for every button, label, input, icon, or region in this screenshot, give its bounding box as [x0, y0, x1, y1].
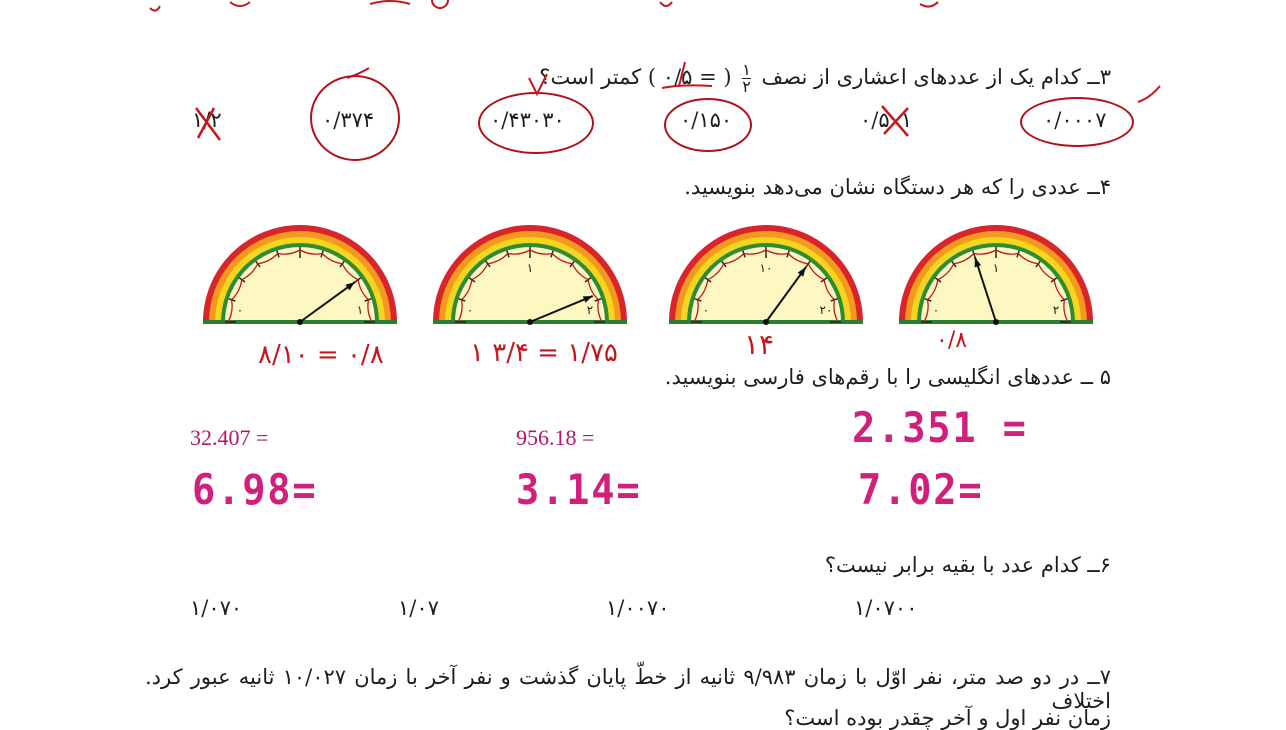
gauge-4-answer: ۰/۸: [936, 328, 968, 353]
cross-mark: [190, 104, 230, 144]
gauge-label-max: ۱: [356, 303, 364, 317]
gauge-3-answer: ۱۴: [744, 328, 775, 361]
half-fraction: ۱ ۲: [742, 60, 751, 96]
gauge-pivot: [297, 319, 303, 325]
q6-option-3: ۱/۰۰۷۰: [606, 596, 670, 620]
q3-option-3: ۰/۱۵۰: [680, 108, 733, 132]
digital-number-3: 3.14=: [516, 465, 642, 514]
cross-mark: [878, 102, 918, 142]
strike-q3-paren: [660, 60, 720, 90]
q6-option-4: ۱/۰۷۰۰: [854, 596, 918, 620]
digital-number-4: 7.02=: [858, 465, 984, 514]
question-6-text: ۶ــ کدام عدد با بقیه برابر نیست؟: [824, 553, 1111, 577]
gauge-label-min: ۰: [702, 303, 710, 317]
q3-option-4: ۰/۴۳۰۳۰: [490, 108, 565, 132]
check-tick: [525, 72, 555, 102]
answer-circle: [664, 98, 752, 152]
digital-number-1: 2.351 =: [852, 403, 1028, 452]
gauge-2-drawing: [430, 220, 630, 330]
digital-number-2: 6.98=: [192, 465, 318, 514]
gauge-label-max: ۲۰: [819, 303, 833, 317]
question-5-text: ۵ ــ عددهای انگلیسی را با رقم‌های فارسی بنویسید.: [664, 365, 1111, 389]
gauge-1-answer: ۸/۱۰ = ۰/۸: [258, 340, 384, 370]
answer-circle: [310, 75, 400, 161]
question-3-text: ۳ــ کدام یک از عددهای اعشاری از نصف ۱ ۲ ( = ۰/۵ ) کمتر است؟: [539, 60, 1111, 96]
gauge-label-min: ۰: [466, 303, 474, 317]
gauge-pivot: [527, 319, 533, 325]
check-tick: [345, 66, 375, 86]
gauge-label-mid: ۱۰: [759, 261, 773, 275]
answer-circle: [1020, 97, 1134, 147]
question-7-text-2: زمان نفر اول و آخر چقدر بوده است؟: [784, 706, 1111, 730]
question-4-text: ۴ــ عددی را که هر دستگاه نشان می‌دهد بنویسید.: [684, 175, 1111, 199]
printed-number-2: 956.18 =: [516, 425, 595, 450]
q3-option-2: ۰/۵۰۱: [860, 108, 913, 132]
q3-option-1: ۰/۰۰۰۷: [1043, 108, 1107, 132]
gauge-label-min: ۰: [932, 303, 940, 317]
printed-number-1: 32.407 =: [190, 425, 269, 450]
top-scribbles: [0, 0, 1286, 20]
q3-option-5: ۰/۳۷۴: [322, 108, 375, 132]
q6-option-2: ۱/۰۷: [398, 596, 439, 620]
gauge-label-min: ۰: [236, 303, 244, 317]
gauge-3-drawing: [666, 220, 866, 330]
gauge-pivot: [763, 319, 769, 325]
gauge-1-drawing: [200, 220, 400, 330]
q6-option-1: ۱/۰۷۰: [190, 596, 243, 620]
gauge-label-max: ۲: [586, 303, 594, 317]
gauge-2-answer: ۱ ۳/۴ = ۱/۷۵: [470, 338, 618, 368]
gauge-label-mid: ۱: [992, 261, 1000, 275]
gauge-label-max: ۲: [1052, 303, 1060, 317]
q3-option-6: ۱/۲: [192, 108, 222, 132]
question-7-text: ۷ــ در دو صد متر، نفر اوّل با زمان ۹/۹۸۳ ثانیه از خطّ پایان گذشت و نفر آخر با زمان ۱۰/۰۲۷ ثانیه عبور کرد. اختلاف: [145, 665, 1111, 713]
gauge-pivot: [993, 319, 999, 325]
gauge-label-mid: ۱: [526, 261, 534, 275]
check-tick: [1136, 84, 1176, 114]
gauge-4-drawing: [896, 220, 1096, 330]
